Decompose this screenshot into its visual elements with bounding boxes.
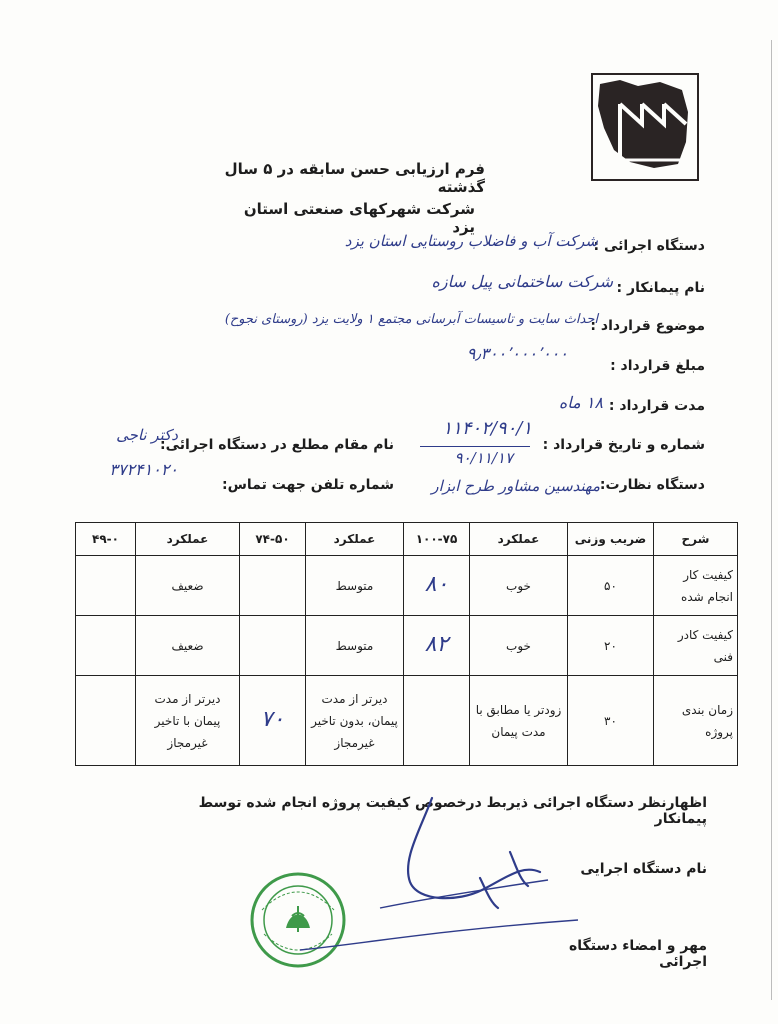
- subject-label: موضوع قرارداد :: [590, 318, 705, 334]
- row-performance-high: خوب: [470, 556, 568, 616]
- contract-number-label: شماره و تاریخ قرارداد :: [542, 437, 705, 453]
- duration-label: مدت قرارداد :: [608, 398, 705, 414]
- company-name: شرکت شهرکهای صنعتی استان یزد: [243, 200, 475, 236]
- row-performance-low: ضعیف: [136, 616, 240, 676]
- signature-stroke-icon: [300, 900, 580, 960]
- row-score-low: [76, 616, 136, 676]
- row-performance-high: زودتر یا مطابق با مدت پیمان: [470, 676, 568, 766]
- page-edge-line: [771, 40, 772, 1000]
- row-performance-low: ضعیف: [136, 556, 240, 616]
- contract-date-value: ۹۰/۱۱/۱۷: [454, 449, 513, 467]
- row-weight: ۳۰: [568, 676, 654, 766]
- row-performance-mid: دیرتر از مدت پیمان، بدون تاخیر غیرمجاز: [306, 676, 404, 766]
- amount-value: ۹٫۳۰۰٬۰۰۰٬۰۰۰: [466, 344, 568, 363]
- phone-value: ۳۷۲۴۱۰۲۰: [109, 460, 178, 479]
- executive-label: دستگاه اجرائی :: [593, 238, 705, 254]
- header-description: شرح: [654, 523, 738, 556]
- row-score-high-value: ۸۰: [424, 571, 449, 597]
- row-performance-high: خوب: [470, 616, 568, 676]
- row-score-low: [76, 676, 136, 766]
- row-weight: ۵۰: [568, 556, 654, 616]
- stamp-signature-label: مهر و امضاء دستگاه اجرائی: [569, 938, 707, 970]
- row-score-high: [404, 676, 470, 766]
- duration-value: ۱۸ ماه: [558, 393, 603, 412]
- row-score-high-value: ۸۲: [424, 631, 449, 657]
- table-row: [76, 616, 738, 676]
- row-description: کیفیت کادر فنی: [654, 616, 738, 676]
- row-performance-mid: متوسط: [306, 556, 404, 616]
- row-score-low: [76, 556, 136, 616]
- table-row: [76, 556, 738, 616]
- table-row: [76, 676, 738, 766]
- contractor-label: نام پیمانکار :: [616, 280, 705, 296]
- executive-name-label: نام دستگاه اجرایی: [580, 861, 707, 877]
- header-performance: عملکرد: [136, 523, 240, 556]
- row-score-high: [404, 556, 470, 616]
- header-range-high: ۱۰۰-۷۵: [404, 523, 470, 556]
- subject-value: احداث سایت و تاسیسات آبرسانی مجتمع ۱ ولایت یزد (روستای نجوح): [224, 312, 598, 327]
- row-performance-mid: متوسط: [306, 616, 404, 676]
- row-score-mid: [240, 676, 306, 766]
- row-score-high: [404, 616, 470, 676]
- row-description: کیفیت کار انجام شده: [654, 556, 738, 616]
- contract-number-value: ۱۱۴۰۲/۹۰/۱: [442, 418, 532, 439]
- supervisor-value: مهندسین مشاور طرح ابزار: [431, 477, 600, 495]
- official-value: دکتر ناجی: [116, 426, 178, 444]
- contractor-value: شرکت ساختمانی پیل سازه: [431, 272, 613, 291]
- fraction-line: [420, 446, 530, 447]
- header-weight: ضریب وزنی: [568, 523, 654, 556]
- executive-value: شرکت آب و فاضلاب روستایی استان یزد: [344, 232, 598, 250]
- official-label: نام مقام مطلع در دستگاه اجرائی:: [160, 437, 394, 453]
- evaluation-table: [75, 522, 738, 766]
- phone-label: شماره تلفن جهت تماس:: [222, 477, 394, 493]
- header-range-low: ۴۹-۰: [76, 523, 136, 556]
- row-score-mid: [240, 556, 306, 616]
- header-performance: عملکرد: [306, 523, 404, 556]
- opinion-text: اظهارنظر دستگاه اجرائی ذیربط درخصوص کیفیت پروژه انجام شده توسط پیمانکار: [198, 795, 707, 827]
- amount-label: مبلغ قرارداد :: [610, 358, 705, 374]
- row-score-mid: [240, 616, 306, 676]
- form-title: فرم ارزیابی حسن سابقه در ۵ سال گذشته: [224, 160, 485, 196]
- header-performance: عملکرد: [470, 523, 568, 556]
- company-logo-icon: [590, 72, 700, 182]
- row-weight: ۲۰: [568, 616, 654, 676]
- row-performance-low: دیرتر از مدت پیمان با تاخیر غیرمجاز: [136, 676, 240, 766]
- header-range-mid: ۷۴-۵۰: [240, 523, 306, 556]
- table-header-row: [76, 523, 738, 556]
- supervisor-label: دستگاه نظارت:: [599, 477, 705, 493]
- row-score-mid-value: ۷۰: [260, 706, 285, 732]
- row-description: زمان بندی پروژه: [654, 676, 738, 766]
